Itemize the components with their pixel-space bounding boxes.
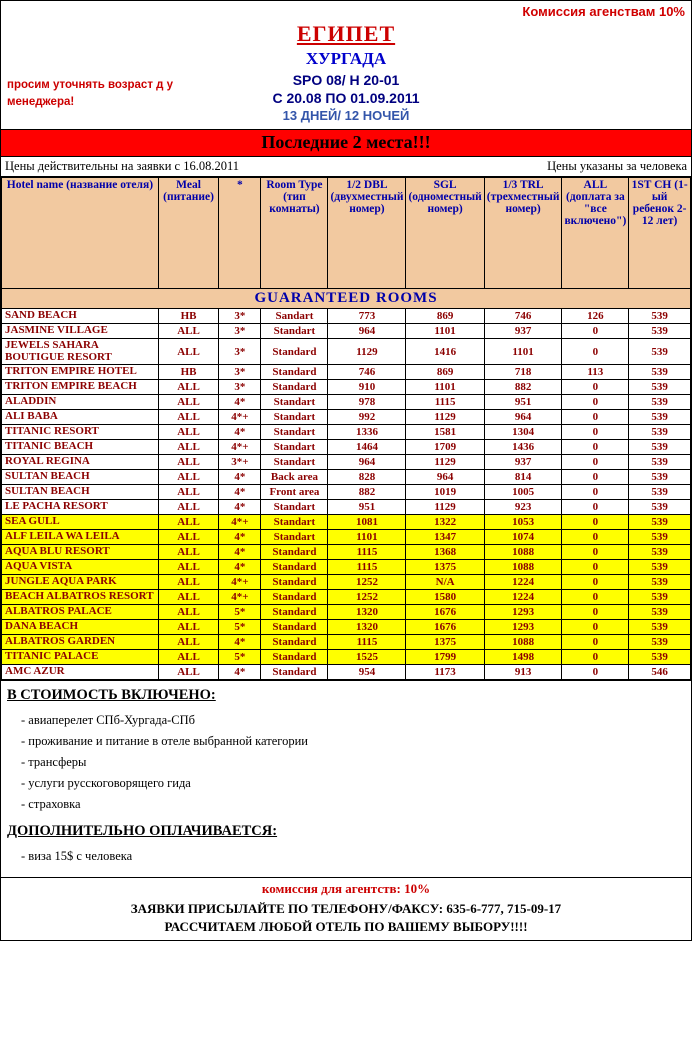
cell-hotel-name: ALBATROS GARDEN xyxy=(2,635,159,650)
cell-meal: ALL xyxy=(158,605,218,620)
cell-sgl-price: 1581 xyxy=(406,425,484,440)
cell-meal: ALL xyxy=(158,500,218,515)
cell-sgl-price: 1129 xyxy=(406,500,484,515)
cell-room-type: Standart xyxy=(261,410,328,425)
cell-first-child-price: 539 xyxy=(629,339,691,365)
cell-trl-price: 1074 xyxy=(484,530,562,545)
cell-dbl-price: 1115 xyxy=(328,560,406,575)
cell-hotel-name: DANA BEACH xyxy=(2,620,159,635)
cell-dbl-price: 1081 xyxy=(328,515,406,530)
cell-hotel-name: AMC AZUR xyxy=(2,665,159,680)
cell-sgl-price: 1709 xyxy=(406,440,484,455)
cell-dbl-price: 1464 xyxy=(328,440,406,455)
cell-sgl-price: 869 xyxy=(406,309,484,324)
cell-meal: HB xyxy=(158,365,218,380)
cell-first-child-price: 539 xyxy=(629,635,691,650)
cell-dbl-price: 773 xyxy=(328,309,406,324)
cell-trl-price: 1224 xyxy=(484,590,562,605)
cell-room-type: Standard xyxy=(261,545,328,560)
cell-room-type: Standard xyxy=(261,665,328,680)
cell-all-supplement: 0 xyxy=(562,665,629,680)
cell-trl-price: 1101 xyxy=(484,339,562,365)
table-row xyxy=(2,650,691,665)
cell-room-type: Standart xyxy=(261,530,328,545)
cell-first-child-price: 539 xyxy=(629,365,691,380)
cell-meal: ALL xyxy=(158,485,218,500)
cell-sgl-price: 1101 xyxy=(406,324,484,339)
cell-meal: ALL xyxy=(158,339,218,365)
cell-trl-price: 1224 xyxy=(484,575,562,590)
cell-all-supplement: 0 xyxy=(562,605,629,620)
cell-meal: ALL xyxy=(158,515,218,530)
cell-hotel-name: JEWELS SAHARA BOUTIGUE RESORT xyxy=(2,339,159,365)
cell-trl-price: 1293 xyxy=(484,620,562,635)
cell-first-child-price: 539 xyxy=(629,410,691,425)
cell-stars: 4* xyxy=(219,500,261,515)
cell-all-supplement: 0 xyxy=(562,560,629,575)
price-table-head xyxy=(2,178,691,309)
cell-sgl-price: 1368 xyxy=(406,545,484,560)
table-row xyxy=(2,410,691,425)
cell-sgl-price: 1129 xyxy=(406,455,484,470)
table-row xyxy=(2,515,691,530)
cell-trl-price: 1293 xyxy=(484,605,562,620)
title-block xyxy=(1,19,691,123)
cell-meal: ALL xyxy=(158,455,218,470)
cell-hotel-name: JUNGLE AQUA PARK xyxy=(2,575,159,590)
cell-meal: ALL xyxy=(158,575,218,590)
cell-dbl-price: 1252 xyxy=(328,575,406,590)
cell-room-type: Standart xyxy=(261,500,328,515)
table-row xyxy=(2,635,691,650)
cell-room-type: Sandart xyxy=(261,309,328,324)
cell-room-type: Standart xyxy=(261,324,328,339)
cell-stars: 5* xyxy=(219,620,261,635)
cell-stars: 5* xyxy=(219,650,261,665)
cell-trl-price: 1053 xyxy=(484,515,562,530)
cell-first-child-price: 539 xyxy=(629,324,691,339)
cell-sgl-price: N/A xyxy=(406,575,484,590)
agency-commission-top: Комиссия агенствам 10% xyxy=(522,4,685,19)
list-item: - виза 15$ с человека xyxy=(21,849,133,864)
cell-stars: 4* xyxy=(219,530,261,545)
table-row xyxy=(2,470,691,485)
cell-stars: 3*+ xyxy=(219,455,261,470)
cell-trl-price: 882 xyxy=(484,380,562,395)
age-note: просим уточнять возраст д у менеджера! xyxy=(7,79,174,109)
contact-line: ЗАЯВКИ ПРИСЫЛАЙТЕ ПО ТЕЛЕФОНУ/ФАКСУ: 635-6-777, 715-09-17 xyxy=(130,901,562,917)
cell-room-type: Standard xyxy=(261,575,328,590)
table-row xyxy=(2,365,691,380)
cell-meal: ALL xyxy=(158,470,218,485)
cell-hotel-name: ALF LEILA WA LEILA xyxy=(2,530,159,545)
cell-dbl-price: 964 xyxy=(328,324,406,339)
table-row xyxy=(2,440,691,455)
cell-first-child-price: 539 xyxy=(629,545,691,560)
tour-duration: 13 ДНЕЙ/ 12 НОЧЕЙ xyxy=(282,108,410,123)
table-row xyxy=(2,605,691,620)
cell-room-type: Standart xyxy=(261,515,328,530)
cell-stars: 4* xyxy=(219,470,261,485)
cell-first-child-price: 546 xyxy=(629,665,691,680)
cell-sgl-price: 1173 xyxy=(406,665,484,680)
cell-all-supplement: 0 xyxy=(562,380,629,395)
cell-hotel-name: AQUA BLU RESORT xyxy=(2,545,159,560)
cell-room-type: Standard xyxy=(261,590,328,605)
column-trl: 1/3 TRL (трехместный номер) xyxy=(484,178,562,289)
table-row xyxy=(2,560,691,575)
cell-meal: ALL xyxy=(158,620,218,635)
cell-first-child-price: 539 xyxy=(629,590,691,605)
cell-trl-price: 937 xyxy=(484,455,562,470)
spo-code: SPO 08/ H 20-01 xyxy=(292,72,400,88)
table-row xyxy=(2,575,691,590)
cell-first-child-price: 539 xyxy=(629,309,691,324)
cell-trl-price: 1088 xyxy=(484,545,562,560)
cell-dbl-price: 882 xyxy=(328,485,406,500)
guaranteed-rooms-row xyxy=(2,289,691,309)
cell-hotel-name: BEACH ALBATROS RESORT xyxy=(2,590,159,605)
cell-meal: ALL xyxy=(158,324,218,339)
cell-all-supplement: 0 xyxy=(562,500,629,515)
cell-meal: ALL xyxy=(158,395,218,410)
validity-bar xyxy=(1,157,691,177)
cell-trl-price: 937 xyxy=(484,324,562,339)
cell-all-supplement: 0 xyxy=(562,395,629,410)
guaranteed-rooms-label: GUARANTEED ROOMS xyxy=(2,289,691,309)
cell-sgl-price: 1676 xyxy=(406,605,484,620)
cell-stars: 4*+ xyxy=(219,575,261,590)
cell-dbl-price: 910 xyxy=(328,380,406,395)
cell-hotel-name: ALI BABA xyxy=(2,410,159,425)
cell-sgl-price: 1129 xyxy=(406,410,484,425)
column-all-supplement: ALL (доплата за "все включено") xyxy=(562,178,629,289)
cell-meal: ALL xyxy=(158,590,218,605)
cell-meal: ALL xyxy=(158,560,218,575)
cell-hotel-name: TITANIC BEACH xyxy=(2,440,159,455)
table-row xyxy=(2,500,691,515)
cell-all-supplement: 0 xyxy=(562,575,629,590)
table-row xyxy=(2,455,691,470)
cell-hotel-name: TITANIC PALACE xyxy=(2,650,159,665)
cell-first-child-price: 539 xyxy=(629,455,691,470)
offer-line: РАССЧИТАЕМ ЛЮБОЙ ОТЕЛЬ ПО ВАШЕМУ ВЫБОРУ!!!! xyxy=(164,919,528,935)
cell-first-child-price: 539 xyxy=(629,515,691,530)
cell-stars: 4*+ xyxy=(219,590,261,605)
cell-stars: 4* xyxy=(219,485,261,500)
cell-first-child-price: 539 xyxy=(629,560,691,575)
cell-stars: 4*+ xyxy=(219,410,261,425)
cell-hotel-name: TITANIC RESORT xyxy=(2,425,159,440)
table-row xyxy=(2,590,691,605)
cell-stars: 4* xyxy=(219,545,261,560)
table-row xyxy=(2,485,691,500)
cell-stars: 3* xyxy=(219,380,261,395)
cell-room-type: Standard xyxy=(261,560,328,575)
cell-stars: 3* xyxy=(219,339,261,365)
per-person-note: Цены указаны за человека xyxy=(547,159,687,173)
validity-note: Цены действительны на заявки с 16.08.2011 xyxy=(5,159,239,173)
cell-trl-price: 1088 xyxy=(484,560,562,575)
cell-meal: ALL xyxy=(158,380,218,395)
cell-hotel-name: LE PACHA RESORT xyxy=(2,500,159,515)
column-sgl: SGL (одноместный номер) xyxy=(406,178,484,289)
column-meal: Meal (питание) xyxy=(158,178,218,289)
cell-dbl-price: 954 xyxy=(328,665,406,680)
cell-hotel-name: AQUA VISTA xyxy=(2,560,159,575)
cell-all-supplement: 113 xyxy=(562,365,629,380)
cell-meal: HB xyxy=(158,309,218,324)
cell-all-supplement: 0 xyxy=(562,620,629,635)
cell-dbl-price: 1320 xyxy=(328,605,406,620)
cell-stars: 4* xyxy=(219,635,261,650)
cell-all-supplement: 0 xyxy=(562,324,629,339)
cell-meal: ALL xyxy=(158,530,218,545)
cell-dbl-price: 1320 xyxy=(328,620,406,635)
table-row xyxy=(2,530,691,545)
extra-list xyxy=(7,846,685,867)
cell-all-supplement: 0 xyxy=(562,590,629,605)
cell-all-supplement: 0 xyxy=(562,635,629,650)
cell-room-type: Standart xyxy=(261,440,328,455)
cell-trl-price: 951 xyxy=(484,395,562,410)
cell-dbl-price: 1336 xyxy=(328,425,406,440)
tour-dates: С 20.08 ПО 01.09.2011 xyxy=(272,90,420,106)
table-header-row xyxy=(2,178,691,289)
cell-meal: ALL xyxy=(158,665,218,680)
cell-room-type: Back area xyxy=(261,470,328,485)
cell-sgl-price: 1676 xyxy=(406,620,484,635)
cell-stars: 5* xyxy=(219,605,261,620)
cell-dbl-price: 1115 xyxy=(328,545,406,560)
cell-first-child-price: 539 xyxy=(629,530,691,545)
cell-hotel-name: SEA GULL xyxy=(2,515,159,530)
cell-hotel-name: ROYAL REGINA xyxy=(2,455,159,470)
list-item: - страховка xyxy=(21,797,81,812)
cell-stars: 4*+ xyxy=(219,440,261,455)
cell-meal: ALL xyxy=(158,650,218,665)
cell-stars: 3* xyxy=(219,324,261,339)
included-title: В СТОИМОСТЬ ВКЛЮЧЕНО: xyxy=(7,687,216,704)
list-item: - авиаперелет СПб-Хургада-СПб xyxy=(21,713,196,728)
cell-first-child-price: 539 xyxy=(629,605,691,620)
cell-dbl-price: 951 xyxy=(328,500,406,515)
table-row xyxy=(2,339,691,365)
cell-sgl-price: 1799 xyxy=(406,650,484,665)
cell-first-child-price: 539 xyxy=(629,470,691,485)
cell-dbl-price: 1129 xyxy=(328,339,406,365)
cell-all-supplement: 0 xyxy=(562,485,629,500)
cell-hotel-name: ALBATROS PALACE xyxy=(2,605,159,620)
cell-hotel-name: TRITON EMPIRE HOTEL xyxy=(2,365,159,380)
cell-stars: 4* xyxy=(219,665,261,680)
cell-hotel-name: SAND BEACH xyxy=(2,309,159,324)
cell-trl-price: 1498 xyxy=(484,650,562,665)
cell-sgl-price: 1101 xyxy=(406,380,484,395)
cell-sgl-price: 1347 xyxy=(406,530,484,545)
cell-dbl-price: 746 xyxy=(328,365,406,380)
cell-room-type: Standard xyxy=(261,339,328,365)
cell-dbl-price: 992 xyxy=(328,410,406,425)
included-section xyxy=(1,680,691,877)
column-hotel-name: Hotel name (название отеля) xyxy=(2,178,159,289)
cell-first-child-price: 539 xyxy=(629,500,691,515)
cell-meal: ALL xyxy=(158,545,218,560)
cell-meal: ALL xyxy=(158,425,218,440)
page-title: ЕГИПЕТ xyxy=(296,21,396,46)
cell-stars: 3* xyxy=(219,365,261,380)
cell-trl-price: 718 xyxy=(484,365,562,380)
cell-all-supplement: 0 xyxy=(562,339,629,365)
column-stars: * xyxy=(219,178,261,289)
cell-stars: 4* xyxy=(219,560,261,575)
cell-first-child-price: 539 xyxy=(629,485,691,500)
cell-all-supplement: 0 xyxy=(562,440,629,455)
cell-sgl-price: 1416 xyxy=(406,339,484,365)
cell-dbl-price: 1252 xyxy=(328,590,406,605)
cell-hotel-name: JASMINE VILLAGE xyxy=(2,324,159,339)
cell-hotel-name: TRITON EMPIRE BEACH xyxy=(2,380,159,395)
cell-all-supplement: 0 xyxy=(562,530,629,545)
cell-trl-price: 964 xyxy=(484,410,562,425)
agency-commission-footer: комиссия для агентств: 10% xyxy=(1,877,691,900)
cell-first-child-price: 539 xyxy=(629,425,691,440)
cell-all-supplement: 0 xyxy=(562,410,629,425)
cell-first-child-price: 539 xyxy=(629,440,691,455)
cell-room-type: Standard xyxy=(261,620,328,635)
cell-room-type: Standart xyxy=(261,395,328,410)
cell-meal: ALL xyxy=(158,440,218,455)
price-table xyxy=(1,177,691,680)
cell-room-type: Standart xyxy=(261,455,328,470)
cell-hotel-name: SULTAN BEACH xyxy=(2,470,159,485)
table-row xyxy=(2,380,691,395)
cell-dbl-price: 1115 xyxy=(328,635,406,650)
cell-meal: ALL xyxy=(158,635,218,650)
cell-trl-price: 1304 xyxy=(484,425,562,440)
cell-all-supplement: 0 xyxy=(562,470,629,485)
column-first-child: 1ST CH (1-ый ребенок 2-12 лет) xyxy=(629,178,691,289)
price-table-body xyxy=(2,309,691,680)
column-room-type: Room Type (тип комнаты) xyxy=(261,178,328,289)
cell-room-type: Standard xyxy=(261,650,328,665)
cell-first-child-price: 539 xyxy=(629,575,691,590)
cell-trl-price: 1005 xyxy=(484,485,562,500)
cell-room-type: Standart xyxy=(261,425,328,440)
cell-all-supplement: 126 xyxy=(562,309,629,324)
cell-room-type: Standard xyxy=(261,605,328,620)
table-row xyxy=(2,425,691,440)
cell-dbl-price: 1525 xyxy=(328,650,406,665)
cell-all-supplement: 0 xyxy=(562,650,629,665)
cell-room-type: Standard xyxy=(261,635,328,650)
list-item: - услуги русскоговорящего гида xyxy=(21,776,191,791)
cell-first-child-price: 539 xyxy=(629,395,691,410)
cell-sgl-price: 1322 xyxy=(406,515,484,530)
cell-trl-price: 913 xyxy=(484,665,562,680)
cell-sgl-price: 869 xyxy=(406,365,484,380)
cell-first-child-price: 539 xyxy=(629,380,691,395)
cell-sgl-price: 1580 xyxy=(406,590,484,605)
cell-sgl-price: 1115 xyxy=(406,395,484,410)
extra-title: ДОПОЛНИТЕЛЬНО ОПЛАЧИВАЕТСЯ: xyxy=(7,823,278,840)
included-list xyxy=(7,710,685,815)
table-row xyxy=(2,324,691,339)
cell-all-supplement: 0 xyxy=(562,455,629,470)
cell-dbl-price: 828 xyxy=(328,470,406,485)
cell-stars: 4*+ xyxy=(219,515,261,530)
cell-all-supplement: 0 xyxy=(562,515,629,530)
table-row xyxy=(2,545,691,560)
cell-sgl-price: 1375 xyxy=(406,635,484,650)
cell-room-type: Standard xyxy=(261,380,328,395)
last-seats-banner: Последние 2 места!!! xyxy=(1,129,691,157)
cell-trl-price: 1088 xyxy=(484,635,562,650)
list-item: - проживание и питание в отеле выбранной категории xyxy=(21,734,308,749)
cell-dbl-price: 964 xyxy=(328,455,406,470)
cell-stars: 4* xyxy=(219,425,261,440)
column-dbl: 1/2 DBL (двухместный номер) xyxy=(328,178,406,289)
cell-room-type: Front area xyxy=(261,485,328,500)
cell-trl-price: 1436 xyxy=(484,440,562,455)
cell-sgl-price: 964 xyxy=(406,470,484,485)
footer xyxy=(1,877,691,940)
cell-all-supplement: 0 xyxy=(562,545,629,560)
list-item: - трансферы xyxy=(21,755,87,770)
cell-stars: 3* xyxy=(219,309,261,324)
cell-room-type: Standard xyxy=(261,365,328,380)
table-row xyxy=(2,395,691,410)
destination-title: ХУРГАДА xyxy=(305,49,387,68)
cell-sgl-price: 1375 xyxy=(406,560,484,575)
table-row xyxy=(2,309,691,324)
cell-trl-price: 746 xyxy=(484,309,562,324)
cell-stars: 4* xyxy=(219,395,261,410)
cell-dbl-price: 978 xyxy=(328,395,406,410)
table-row xyxy=(2,620,691,635)
cell-all-supplement: 0 xyxy=(562,425,629,440)
cell-first-child-price: 539 xyxy=(629,620,691,635)
cell-hotel-name: ALADDIN xyxy=(2,395,159,410)
cell-trl-price: 923 xyxy=(484,500,562,515)
cell-trl-price: 814 xyxy=(484,470,562,485)
cell-first-child-price: 539 xyxy=(629,650,691,665)
cell-hotel-name: SULTAN BEACH xyxy=(2,485,159,500)
cell-sgl-price: 1019 xyxy=(406,485,484,500)
cell-meal: ALL xyxy=(158,410,218,425)
cell-dbl-price: 1101 xyxy=(328,530,406,545)
table-row xyxy=(2,665,691,680)
